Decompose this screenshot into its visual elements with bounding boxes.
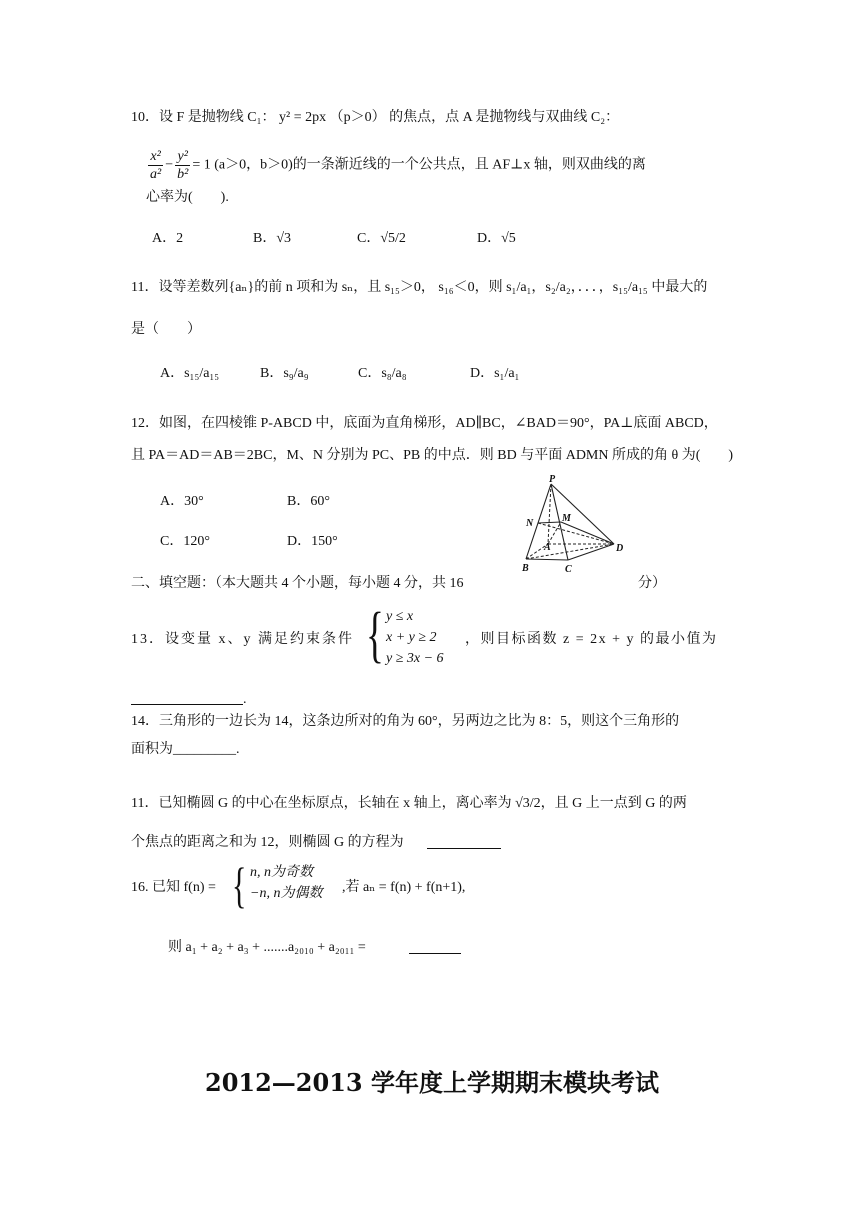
q15-line2: 个焦点的距离之和为 12，则椭圆 G 的方程为	[131, 835, 404, 850]
figure-label-b: B	[522, 563, 529, 574]
case-even: −n, n为偶数	[250, 886, 323, 901]
q12-option-c: C．120°	[160, 534, 210, 549]
figure-label-p: P	[549, 474, 556, 485]
section2-heading: 二、填空题：（本大题共 4 个小题，每小题 4 分，共 16	[131, 576, 464, 591]
q10-line3: 心率为( ).	[146, 190, 229, 205]
q10-option-a: A．2	[152, 231, 184, 246]
hyperbola-y-term: $\frac{\text{y²}}{\text{b²}}$	[177, 149, 189, 182]
q10-option-d: D．√5	[477, 231, 516, 246]
q12-option-a: A．30°	[160, 494, 204, 509]
figure-label-c: C	[565, 564, 572, 574]
figure-label-d: D	[616, 543, 624, 554]
q11-line2: 是（ ）	[131, 322, 201, 337]
q10-option-b: B．√3	[253, 231, 292, 246]
q14-line2: 面积为_________.	[131, 742, 240, 757]
q16-cases: { n, n为奇数 −n, n为偶数	[232, 857, 323, 913]
q12-option-b: B．60°	[287, 494, 330, 509]
section2-heading-tail: 分）	[638, 576, 666, 591]
q11-option-b: B．s₉/a₉	[260, 366, 309, 381]
q16-answer-blank[interactable]	[409, 953, 461, 954]
q13-lead: 13．设变量 x、y 满足约束条件	[131, 632, 354, 647]
hyperbola-x-term: $\frac{\text{x²}}{\text{a²}}$	[150, 149, 162, 182]
q10-option-c: C．√5/2	[357, 231, 406, 246]
q15-answer-blank[interactable]	[427, 848, 501, 849]
q11-option-d: D．s₁/a₁	[470, 366, 520, 381]
q12-option-d: D．150°	[287, 534, 338, 549]
constraint-1: y ≤ x	[386, 609, 414, 624]
constraint-2: x + y ≥ 2	[386, 630, 437, 645]
q10-line1: 10．设 F 是抛物线 C₁： y² = 2px （p＞0） 的焦点，点 A 是抛物线与双曲线 C₂：	[131, 110, 620, 125]
pyramid-figure	[518, 474, 638, 574]
figure-label-m: M	[562, 513, 571, 524]
q11-line1: 11．设等差数列{aₙ}的前 n 项和为 sₙ，且 s₁₅＞0， s₁₆＜0，则 s₁/a₁，s₂/a₂，．．．，s₁₅/a₁₅ 中最大的	[131, 280, 708, 295]
q10-line2: $\frac{\text{x²}}{\text{a²}}$ − $\frac{\text{y²}}{\text{b²}}$ = 1 (a＞0，b＞0)的一条渐近线的一个公共点，且 AF⊥x 轴，则双曲线的离	[150, 149, 646, 182]
q13-tail: ，则目标函数 z = 2x + y 的最小值为	[465, 632, 718, 647]
exam-title: 2012—2013 学年度上学期期末模块考试	[205, 1068, 659, 1097]
figure-label-a: A	[544, 542, 551, 553]
q11-option-c: C．s₈/a₈	[358, 366, 407, 381]
constraint-3: y ≥ 3x − 6	[386, 651, 444, 666]
q16-tail: ,若 aₙ = f(n) + f(n+1),	[342, 880, 466, 895]
q11-option-a: A．s₁₅/a₁₅	[160, 366, 220, 381]
q15-line1: 11．已知椭圆 G 的中心在坐标原点，长轴在 x 轴上，离心率为 √3/2，且 G 上一点到 G 的两	[131, 796, 687, 811]
q16-line2: 则 a₁ + a₂ + a₃ + .......a₂₀₁₀ + a₂₀₁₁ =	[168, 940, 366, 955]
q12-line2: 且 PA＝AD＝AB＝2BC，M、N 分别为 PC、PB 的中点．则 BD 与平面 ADMN 所成的角 θ 为( )	[131, 448, 734, 463]
q12-line1: 12．如图，在四棱锥 P-ABCD 中，底面为直角梯形，AD∥BC，∠BAD＝90°，PA⊥底面 ABCD，	[131, 416, 718, 431]
q14-line1: 14．三角形的一边长为 14，这条边所对的角为 60°，另两边之比为 8：5，则这个三角形的	[131, 714, 680, 729]
q13-system: { y ≤ x x + y ≥ 2 y ≥ 3x − 6	[366, 601, 444, 669]
case-odd: n, n为奇数	[250, 865, 313, 880]
q13-answer-blank[interactable]	[131, 704, 243, 705]
figure-label-n: N	[526, 518, 534, 529]
q16-lead: 16. 已知 f(n) =	[131, 880, 216, 895]
